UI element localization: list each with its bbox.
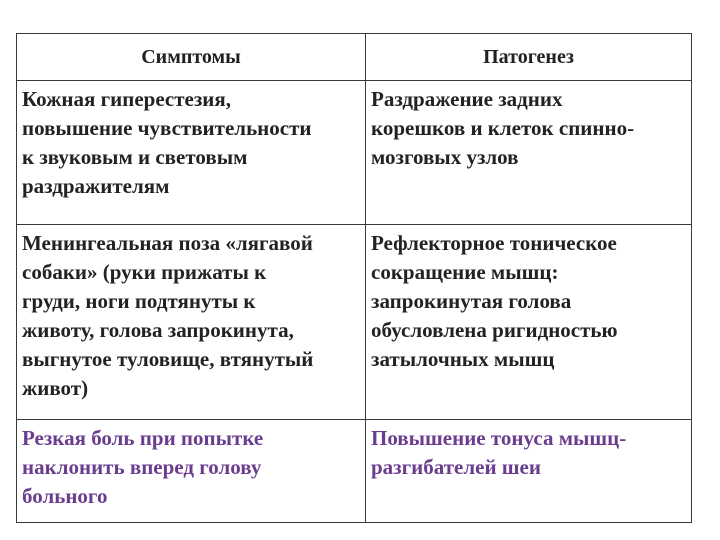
- header-symptoms: Симптомы: [17, 34, 366, 81]
- pathogenesis-text: Раздражение задних корешков и клеток спинно- мозговых узлов: [371, 87, 635, 169]
- pathogenesis-text: Повышение тонуса мышц- разгибателей шеи: [371, 426, 627, 479]
- symptom-cell: [17, 420, 366, 523]
- pathogenesis-cell: [366, 81, 692, 225]
- table-row: [17, 225, 692, 420]
- pathogenesis-cell: [366, 225, 692, 420]
- symptom-text: Резкая боль при попытке наклонить вперед голову больного: [22, 426, 264, 508]
- header-row: [17, 34, 692, 81]
- symptom-text: Кожная гиперестезия, повышение чувствительности к звуковым и световым раздражителям: [22, 87, 312, 198]
- header-pathogenesis: Патогенез: [366, 34, 692, 81]
- symptoms-table: [16, 33, 692, 523]
- table-row: [17, 420, 692, 523]
- symptom-cell: [17, 81, 366, 225]
- symptom-text: Менингеальная поза «лягавой собаки» (руки прижаты к груди, ноги подтянуты к животу, голова запрокинута, выгнутое туловище, втянутый живот): [22, 231, 314, 400]
- pathogenesis-text: Рефлекторное тоническое сокращение мышц: запрокинутая голова обусловлена ригидностью затылочных мышц: [371, 231, 618, 371]
- pathogenesis-cell: [366, 420, 692, 523]
- table-row: [17, 81, 692, 225]
- symptom-cell: [17, 225, 366, 420]
